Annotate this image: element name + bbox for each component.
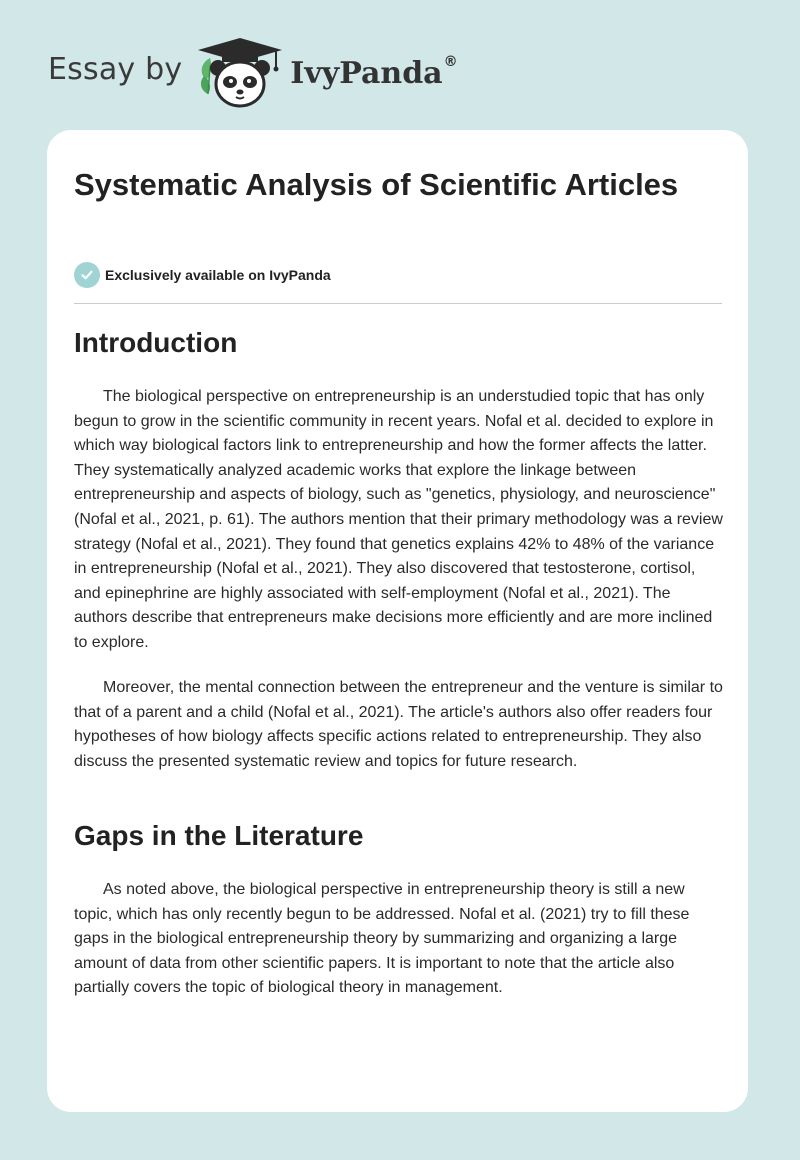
panda-graduate-logo-icon[interactable] — [196, 36, 288, 110]
title-divider — [74, 303, 722, 304]
essay-title: Systematic Analysis of Scientific Articles — [74, 167, 679, 202]
ivypanda-wordmark[interactable] — [290, 53, 458, 91]
paragraph: Moreover, the mental connection between the entrepreneur and the venture is similar to that of a parent and a child (Nofal et al., 2021). The article's authors also offer readers four hypotheses of how biology affects specific actions related to entrepreneurship. They also discuss the presented systematic review and topics for future research. — [74, 679, 723, 770]
essay-by-label: Essay by — [48, 51, 183, 87]
exclusive-badge-text: Exclusively available on IvyPanda — [105, 267, 331, 283]
section-heading-gaps-in-the-literature: Gaps in the Literature — [74, 820, 364, 851]
essay-card — [47, 130, 748, 1112]
exclusive-badge — [74, 262, 331, 288]
section-heading-introduction: Introduction — [74, 327, 238, 358]
paragraph: The biological perspective on entrepreneurship is an understudied topic that has only begun to grow in the scientific community in recent years. Nofal et al. decided to explore in which way biological factors link to entrepreneurship and how the former affects the latter. They systematically analyzed academic works that explore the linkage between entrepreneurship and aspects of biology, such as "genetics, physiology, and neuroscience" (Nofal et al., 2021, p. 61). The authors mention that their primary methodology was a review strategy (Nofal et al., 2021). They found that genetics explains 42% to 48% of the variance in entrepreneurship (Nofal et al., 2021). They also discovered that testosterone, cortisol, and epinephrine are highly associated with self-employment (Nofal et al., 2021). The authors describe that entrepreneurs make decisions more efficiently and are more inclined to explore. — [74, 388, 723, 651]
brand-name-text: IvyPanda — [290, 55, 443, 91]
paragraph: As noted above, the biological perspective in entrepreneurship theory is still a new topic, which has only recently begun to be addressed. Nofal et al. (2021) try to fill these gaps in the biological entrepreneurship theory by summarizing and organizing a large amount of data from other scientific papers. It is important to note that the article also partially covers the topic of biological theory in management. — [74, 881, 690, 997]
check-circle-icon — [74, 262, 100, 288]
site-header — [48, 36, 458, 110]
registered-mark: ® — [443, 53, 458, 70]
